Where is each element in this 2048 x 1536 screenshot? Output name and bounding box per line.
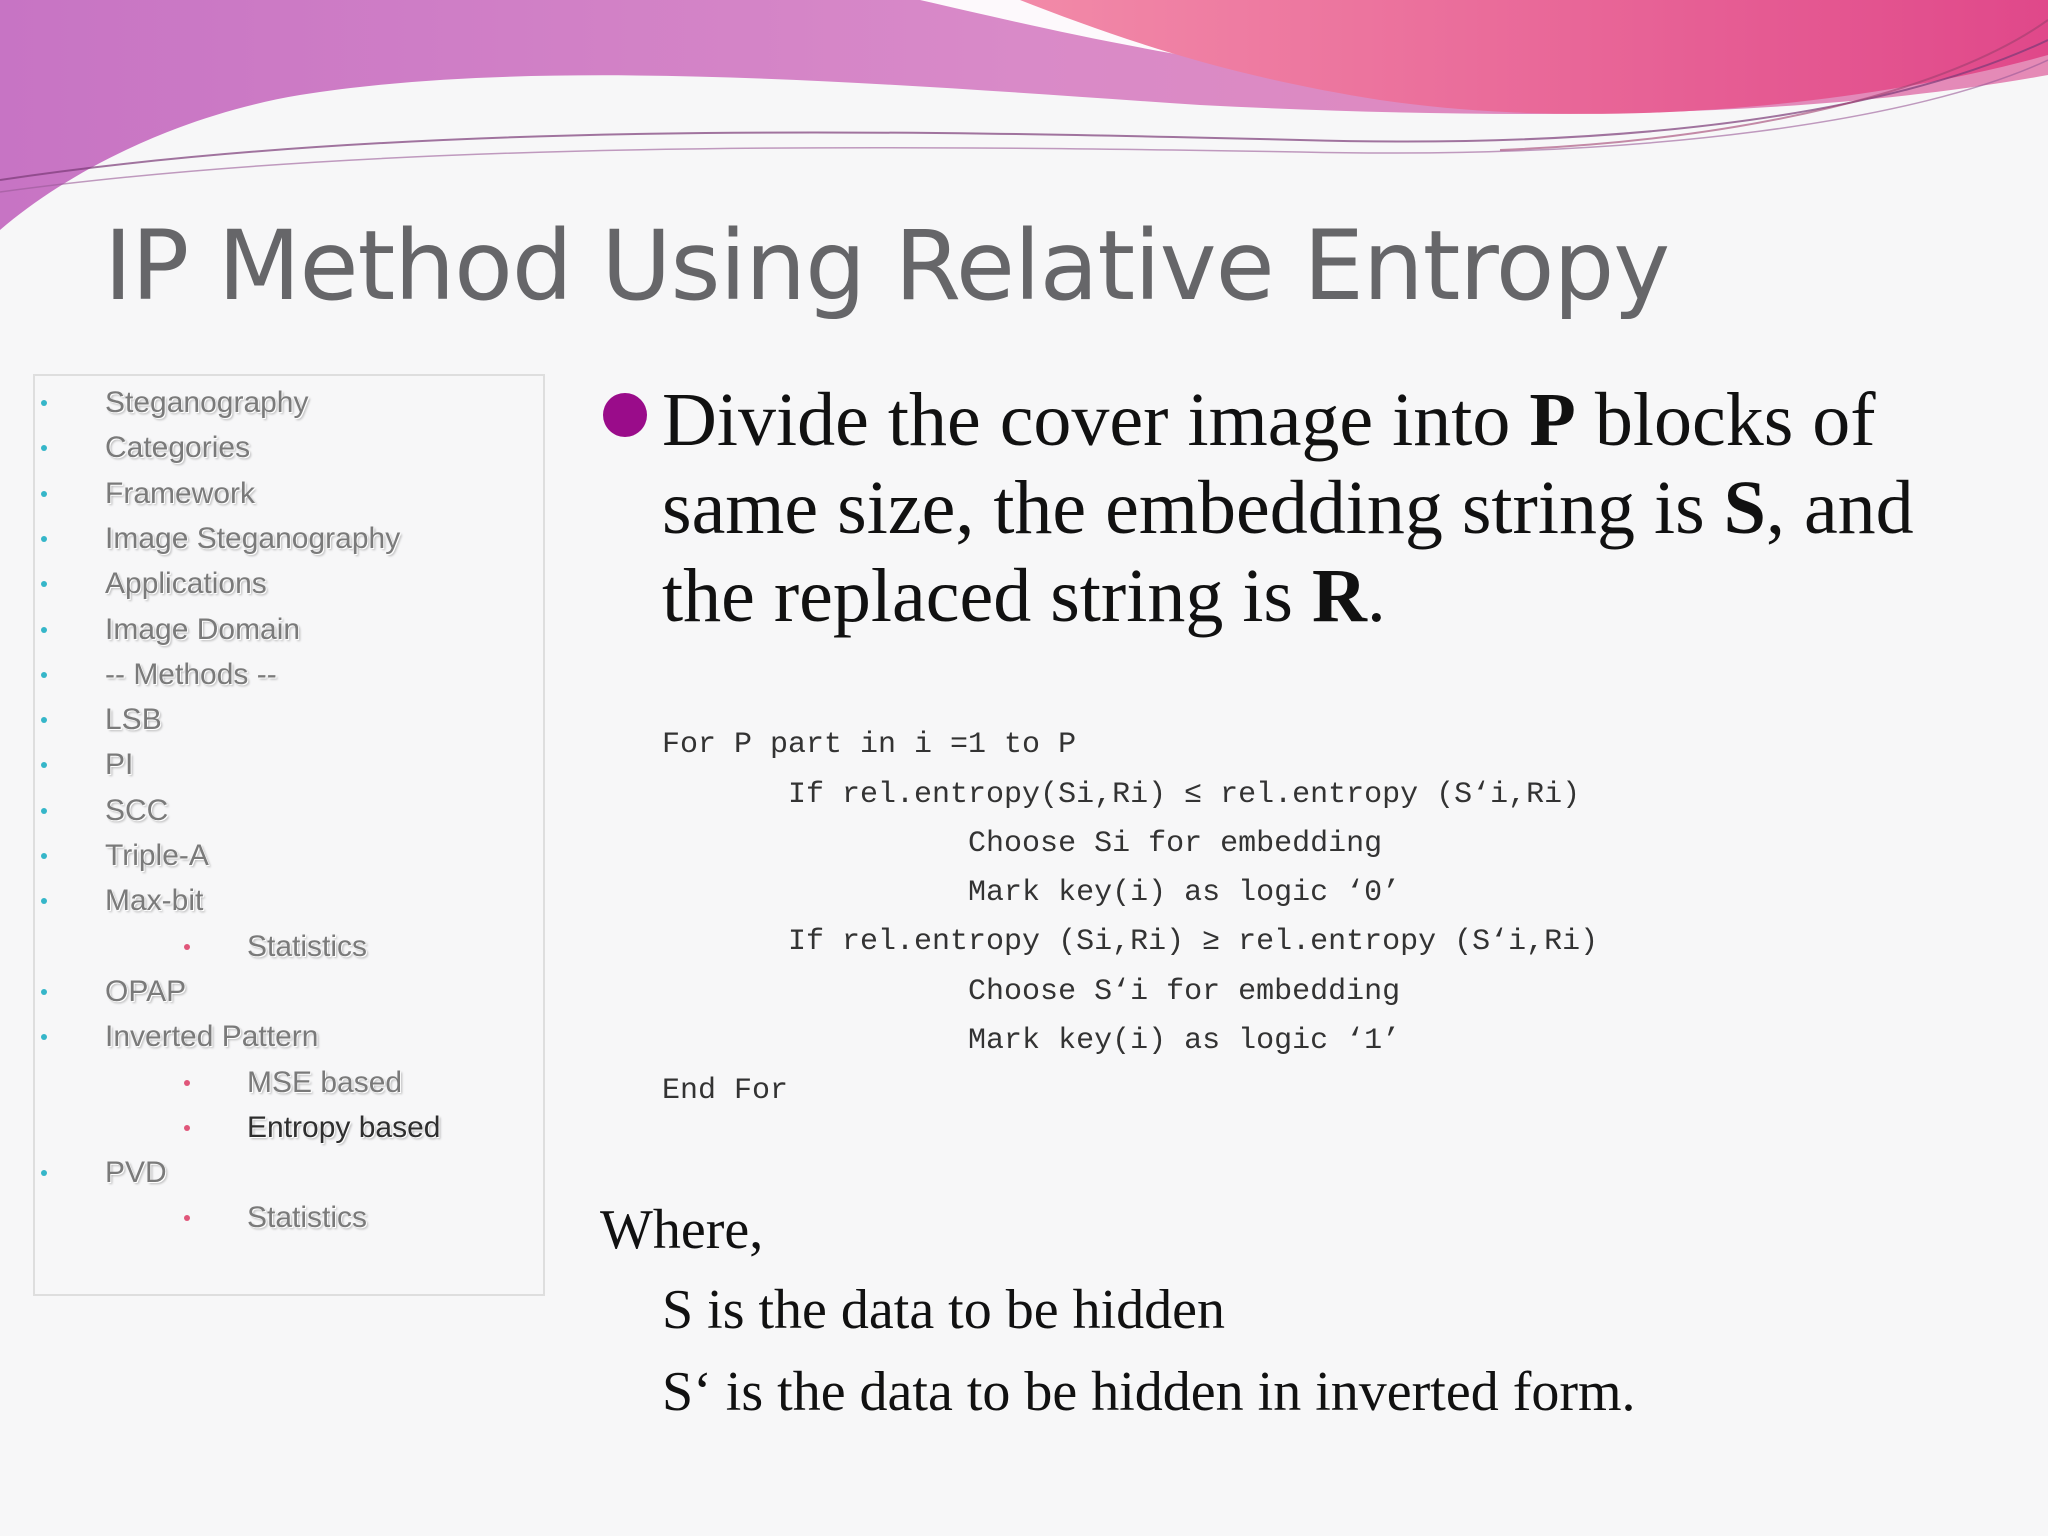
- bullet-dot-icon: [603, 393, 647, 437]
- nav-item[interactable]: [105, 567, 267, 601]
- code-line: Mark key(i) as logic ‘1’: [662, 1024, 1401, 1058]
- nav-item-label: Framework: [105, 476, 256, 510]
- code-line: Choose Si for embedding: [662, 827, 1383, 861]
- nav-item[interactable]: [105, 522, 400, 556]
- nav-bullet-icon: [184, 1215, 190, 1221]
- nav-item-label: -- Methods --: [105, 657, 277, 691]
- nav-item[interactable]: [105, 884, 203, 918]
- bullet-variable-p: P: [1529, 378, 1576, 462]
- code-line: If rel.entropy (Si,Ri) ≥ rel.entropy (S‘i,Ri): [662, 925, 1599, 959]
- main-bullet-text: [662, 376, 1992, 640]
- nav-bullet-icon: [41, 989, 47, 995]
- nav-item[interactable]: [105, 613, 300, 647]
- nav-item-label: Triple-A: [105, 839, 209, 872]
- nav-subitem[interactable]: [247, 1201, 367, 1235]
- nav-bullet-icon: [41, 898, 47, 904]
- nav-bullet-icon: [41, 808, 47, 814]
- nav-bullet-icon: [41, 581, 47, 587]
- nav-item-label: PVD: [105, 1156, 167, 1190]
- nav-item[interactable]: [105, 748, 133, 782]
- bullet-text-part: .: [1366, 554, 1386, 638]
- nav-item[interactable]: [105, 1156, 167, 1190]
- code-line: If rel.entropy(Si,Ri) ≤ rel.entropy (S‘i,Ri): [662, 778, 1581, 812]
- nav-item-label: Statistics: [247, 1201, 368, 1235]
- nav-subitem[interactable]: [247, 930, 367, 964]
- definition-s: S is the data to be hidden: [662, 1279, 1226, 1341]
- nav-item-label: Max-bit: [105, 884, 204, 918]
- nav-item-label: PI: [105, 748, 134, 782]
- pseudocode-block: [662, 728, 1599, 1108]
- nav-item-label: SCC: [105, 793, 169, 827]
- nav-item[interactable]: [105, 658, 277, 692]
- code-line: End For: [662, 1074, 789, 1108]
- nav-bullet-icon: [41, 672, 47, 678]
- nav-bullet-icon: [41, 853, 47, 859]
- code-line: For P part in i =1 to P: [662, 728, 1077, 762]
- code-line: Mark key(i) as logic ‘0’: [662, 876, 1401, 910]
- nav-item-label: Statistics: [247, 929, 368, 963]
- nav-bullet-icon: [41, 536, 47, 542]
- nav-bullet-icon: [41, 717, 47, 723]
- code-line: Choose S‘i for embedding: [662, 975, 1401, 1009]
- nav-item-label: Categories: [105, 431, 251, 465]
- nav-bullet-icon: [184, 1080, 190, 1086]
- nav-bullet-icon: [41, 1170, 47, 1176]
- nav-bullet-icon: [41, 400, 47, 406]
- nav-subitem[interactable]: [247, 1066, 402, 1100]
- nav-bullet-icon: [184, 1125, 190, 1131]
- nav-bullet-icon: [41, 491, 47, 497]
- nav-item[interactable]: [105, 477, 255, 511]
- nav-item[interactable]: [105, 794, 168, 828]
- nav-item-label: Entropy based: [247, 1110, 441, 1144]
- bullet-variable-r: R: [1312, 554, 1367, 638]
- nav-item-label: MSE based: [247, 1065, 403, 1099]
- definition-s-prime: S‘ is the data to be hidden in inverted form.: [662, 1361, 1636, 1423]
- nav-item[interactable]: [105, 386, 309, 420]
- nav-item[interactable]: [105, 431, 250, 465]
- nav-bullet-icon: [184, 944, 190, 950]
- nav-item[interactable]: [105, 975, 186, 1009]
- nav-item-label: Image Steganography: [105, 521, 401, 555]
- nav-bullet-icon: [41, 1034, 47, 1040]
- nav-bullet-icon: [41, 627, 47, 633]
- nav-item-label: OPAP: [105, 974, 187, 1008]
- nav-bullet-icon: [41, 445, 47, 451]
- where-label: Where,: [600, 1199, 764, 1261]
- bullet-text-part: blocks of same size, the embedding string is: [662, 378, 1876, 550]
- bullet-variable-s: S: [1723, 466, 1766, 550]
- nav-item[interactable]: [105, 1020, 318, 1054]
- nav-item-label: Applications: [105, 567, 267, 601]
- nav-item[interactable]: [105, 703, 162, 737]
- bullet-text-part: Divide the cover image into: [662, 378, 1530, 462]
- nav-bullet-icon: [41, 762, 47, 768]
- slide-title: IP Method Using Relative Entropy: [104, 210, 1670, 322]
- bullet-text-part: , and the replaced string is: [662, 466, 1914, 638]
- nav-item[interactable]: [105, 839, 209, 873]
- topic-navigation-panel: [33, 374, 545, 1296]
- nav-item-label: Inverted Pattern: [105, 1020, 319, 1054]
- nav-item-label: LSB: [105, 703, 162, 737]
- nav-subitem[interactable]: [247, 1111, 440, 1145]
- nav-item-label: Image Domain: [105, 612, 301, 646]
- nav-item-label: Steganography: [105, 386, 309, 419]
